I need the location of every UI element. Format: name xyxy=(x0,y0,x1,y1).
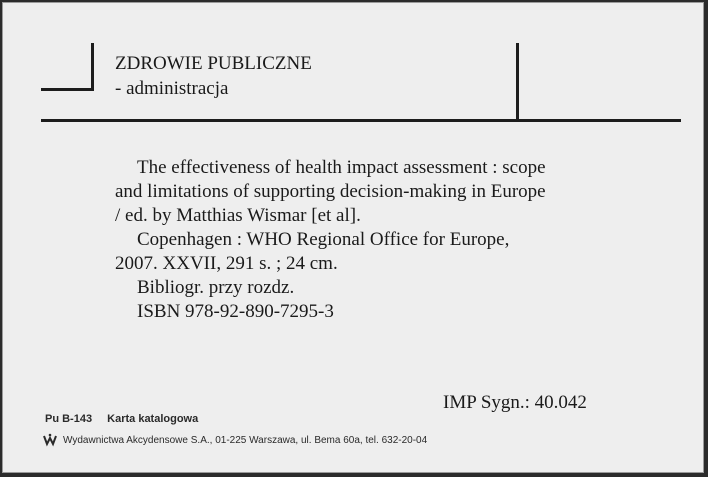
form-label xyxy=(45,413,198,425)
title-line-2: and limitations of supporting decision-making in Europe xyxy=(115,181,546,202)
form-name: Karta katalogowa xyxy=(107,413,199,425)
form-code: Pu B-143 xyxy=(45,413,93,425)
corner-mark-horizontal xyxy=(41,88,94,91)
publisher-footer xyxy=(43,433,427,447)
corner-mark-vertical xyxy=(91,43,94,91)
publication-line-1: Copenhagen : WHO Regional Office for Europe, xyxy=(137,229,510,250)
subject-heading: ZDROWIE PUBLICZNE xyxy=(115,53,312,74)
title-line-1: The effectiveness of health impact assessment : scope xyxy=(137,157,546,178)
bibliographic-entry xyxy=(115,156,655,324)
publisher-info: Wydawnictwa Akcydensowe S.A., 01-225 Warszawa, ul. Bema 60a, tel. 632-20-04 xyxy=(63,434,428,446)
catalog-card xyxy=(2,2,704,473)
header-divider-vertical xyxy=(516,43,519,121)
subject-heading-block xyxy=(115,51,312,101)
call-number: IMP Sygn.: 40.042 xyxy=(443,392,587,413)
isbn: ISBN 978-92-890-7295-3 xyxy=(137,301,334,322)
publisher-logo-icon xyxy=(43,433,57,447)
title-line-3: / ed. by Matthias Wismar [et al]. xyxy=(115,205,361,226)
bibliography-note: Bibliogr. przy rozdz. xyxy=(137,277,295,298)
header-rule xyxy=(41,119,681,122)
subject-subheading: - administracja xyxy=(115,78,229,99)
publication-line-2: 2007. XXVII, 291 s. ; 24 cm. xyxy=(115,253,338,274)
